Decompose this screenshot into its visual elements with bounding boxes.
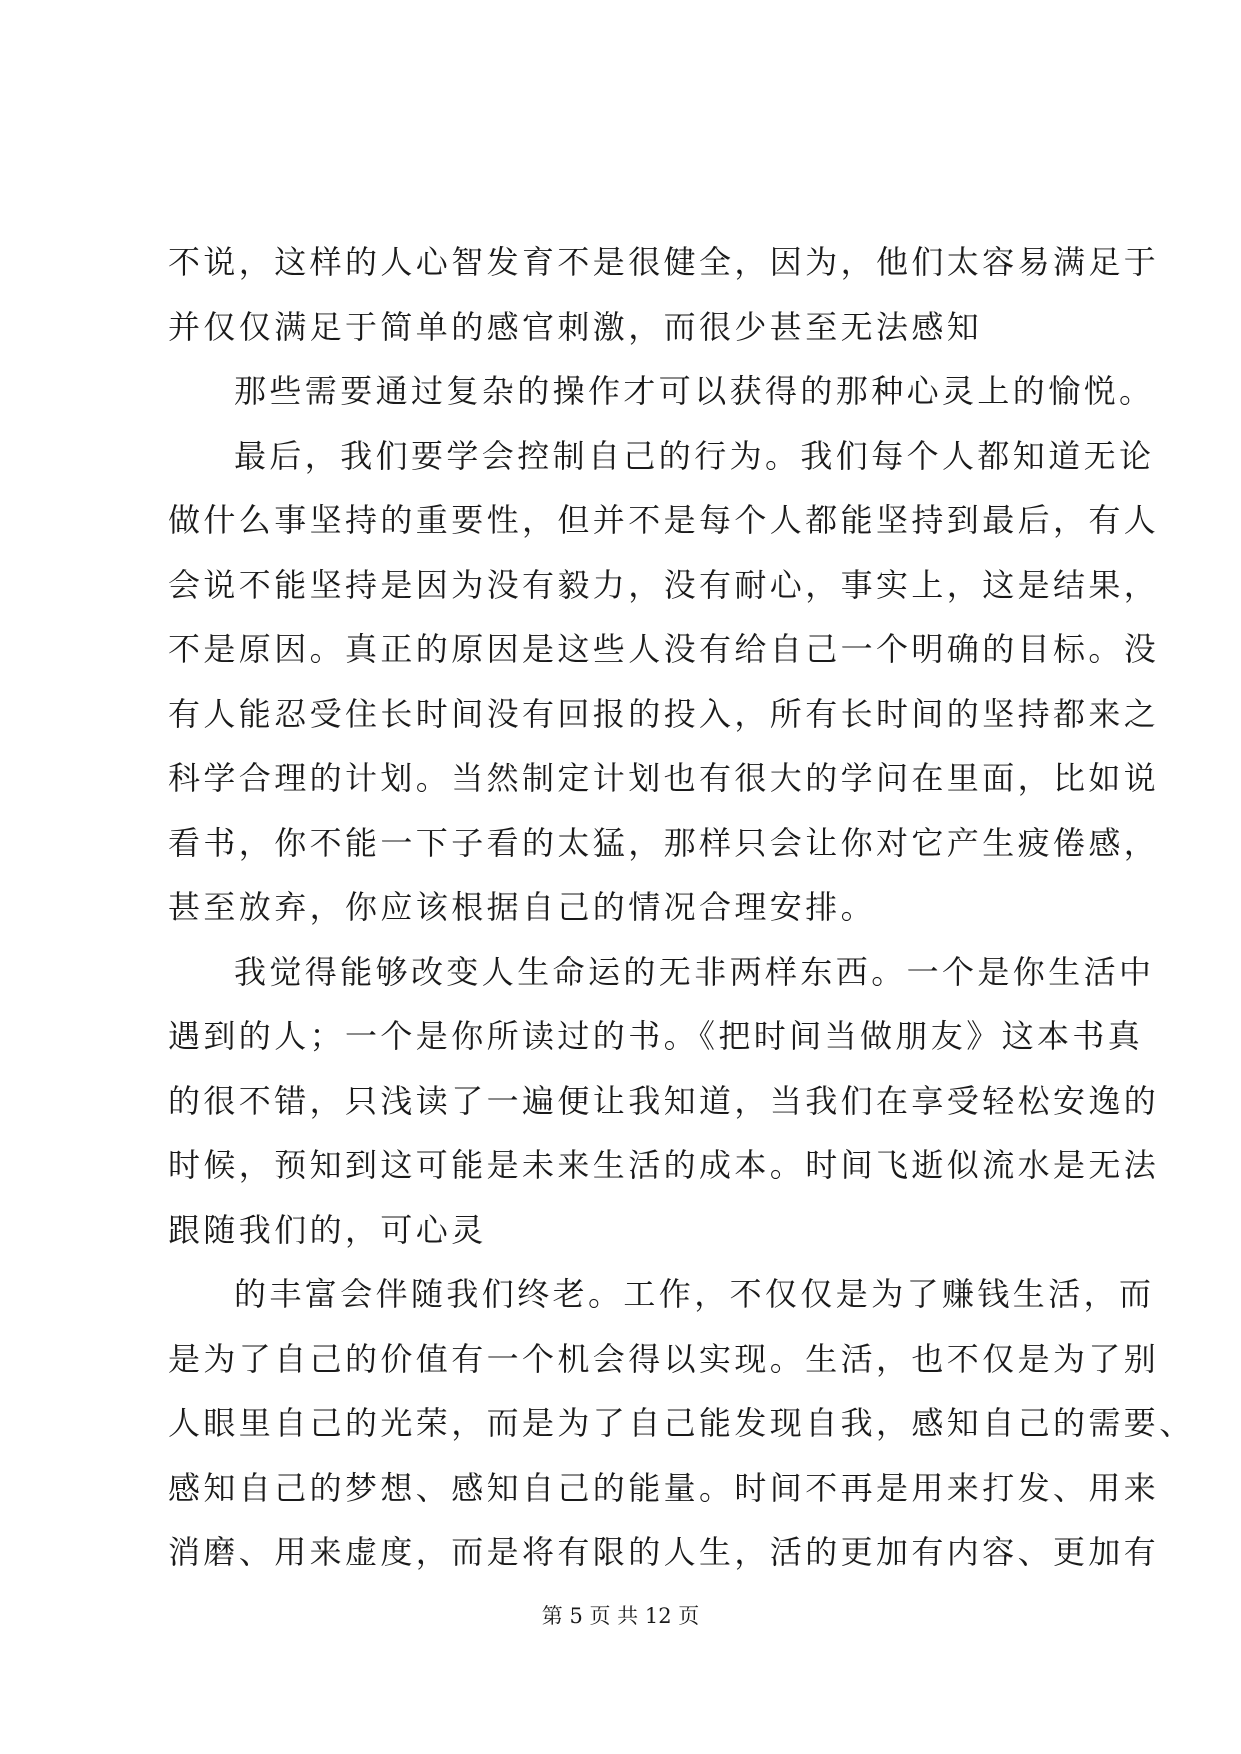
text-line: 并仅仅满足于简单的感官刺激，而很少甚至无法感知 [168, 307, 983, 346]
body-text [168, 230, 1195, 1585]
text-line: 科学合理的计划。当然制定计划也有很大的学问在里面，比如说 [168, 759, 1160, 797]
text-line: 的很不错，只浅读了一遍便让我知道，当我们在享受轻松安逸的 [168, 1081, 1160, 1120]
text-line: 人眼里自己的光荣，而是为了自己能发现自我，感知自己的需要、 [168, 1404, 1195, 1442]
text-line: 不说，这样的人心智发育不是很健全，因为，他们太容易满足于 [168, 243, 1160, 281]
text-line: 做什么事坚持的重要性，但并不是每个人都能坚持到最后，有人 [168, 501, 1160, 539]
text-line: 是为了自己的价值有一个机会得以实现。生活，也不仅是为了别 [168, 1339, 1160, 1378]
text-line: 我觉得能够改变人生命运的无非两样东西。一个是你生活中 [234, 952, 1155, 991]
text-line: 会说不能坚持是因为没有毅力，没有耐心，事实上，这是结果， [168, 565, 1160, 604]
text-line: 不是原因。真正的原因是这些人没有给自己一个明确的目标。没 [168, 630, 1160, 668]
text-line: 那些需要通过复杂的操作才可以获得的那种心灵上的愉悦。 [234, 372, 1155, 410]
page-footer: 第 5 页 共 12 页 [541, 1604, 700, 1628]
text-line: 看书，你不能一下子看的太猛，那样只会让你对它产生疲倦感， [168, 823, 1160, 862]
text-line: 感知自己的梦想、感知自己的能量。时间不再是用来打发、用来 [168, 1468, 1160, 1507]
text-line: 最后，我们要学会控制自己的行为。我们每个人都知道无论 [234, 436, 1155, 475]
text-line: 有人能忍受住长时间没有回报的投入，所有长时间的坚持都来之 [168, 694, 1160, 733]
text-line: 遇到的人；一个是你所读过的书。《把时间当做朋友》这本书真 [168, 1017, 1144, 1055]
text-line: 跟随我们的，可心灵 [168, 1210, 487, 1249]
text-line: 甚至放弃，你应该根据自己的情况合理安排。 [168, 888, 877, 926]
text-line: 时候，预知到这可能是未来生活的成本。时间飞逝似流水是无法 [168, 1146, 1160, 1184]
text-line: 消磨、用来虚度，而是将有限的人生，活的更加有内容、更加有 [168, 1533, 1160, 1571]
text-line: 的丰富会伴随我们终老。工作，不仅仅是为了赚钱生活，而 [234, 1275, 1155, 1313]
